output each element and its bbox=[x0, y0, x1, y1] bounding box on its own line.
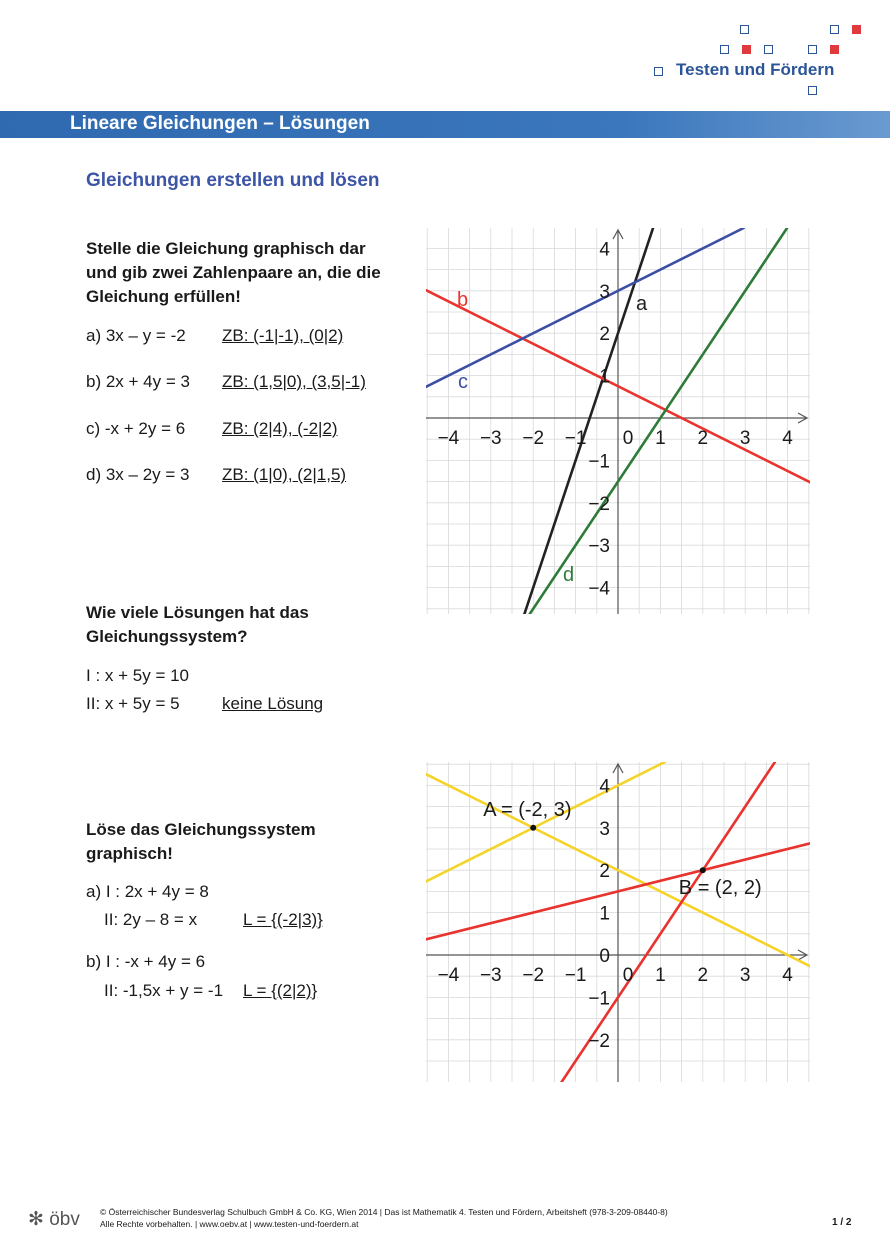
logo-square bbox=[764, 45, 773, 54]
series-line bbox=[530, 228, 787, 614]
task3-b-equation-1: b) I : -x + 4y = 6 bbox=[86, 952, 206, 971]
x-tick-label: 2 bbox=[697, 428, 709, 449]
task1-prompt-line: Stelle die Gleichung graphisch dar bbox=[86, 239, 366, 258]
x-tick-label: 1 bbox=[655, 965, 666, 986]
logo-square bbox=[830, 25, 839, 34]
y-tick-label: 1 bbox=[599, 366, 610, 388]
page-title: Lineare Gleichungen – Lösungen bbox=[70, 113, 370, 134]
intersection-point bbox=[530, 825, 536, 831]
task2-equation-1: I : x + 5y = 10 bbox=[86, 666, 190, 685]
x-tick-label: −3 bbox=[479, 965, 502, 986]
x-tick-label: −4 bbox=[437, 965, 460, 986]
task1-equation-b: b) 2x + 4y = 3 bbox=[86, 372, 190, 391]
task1-answer-c: ZB: (2|4), (-2|2) bbox=[222, 419, 338, 438]
logo-square bbox=[808, 86, 817, 95]
publisher-brand: öbv bbox=[49, 1209, 80, 1230]
task2-prompt bbox=[86, 601, 416, 649]
y-tick-label: −4 bbox=[588, 578, 610, 600]
logo-square bbox=[742, 45, 751, 54]
series-label: d bbox=[563, 564, 575, 586]
x-tick-label: 2 bbox=[697, 965, 709, 986]
y-tick-label: −2 bbox=[588, 493, 610, 515]
chart-equation-systems bbox=[426, 762, 810, 1082]
section-title: Gleichungen erstellen und lösen bbox=[86, 170, 380, 191]
y-tick-label: −1 bbox=[588, 451, 610, 473]
x-tick-label: 4 bbox=[782, 428, 793, 449]
task3-a-equation-2: II: 2y – 8 = x bbox=[104, 910, 198, 929]
footer-text bbox=[100, 1206, 668, 1230]
logo-square bbox=[852, 25, 861, 34]
task2-prompt-line: Wie viele Lösungen hat das bbox=[86, 603, 309, 622]
x-tick-label: 3 bbox=[739, 965, 751, 986]
x-tick-label: −2 bbox=[522, 965, 545, 986]
series-label: c bbox=[458, 371, 468, 393]
x-tick-label: 4 bbox=[782, 965, 793, 986]
x-tick-label: −3 bbox=[479, 428, 502, 449]
y-tick-label: 4 bbox=[599, 776, 610, 798]
task3-prompt-line: Löse das Gleichungssystem bbox=[86, 820, 316, 839]
task1-prompt-line: und gib zwei Zahlenpaare an, die die bbox=[86, 263, 381, 282]
publisher-star-icon: ✻ bbox=[28, 1209, 44, 1230]
task3-b-answer: L = {(2|2)} bbox=[243, 981, 318, 1000]
x-tick-label: −2 bbox=[522, 428, 545, 449]
intersection-point bbox=[700, 867, 706, 873]
page-number: 1 / 2 bbox=[832, 1217, 852, 1228]
task3-b-equation-2: II: -1,5x + y = -1 bbox=[104, 981, 224, 1000]
task1-prompt-line: Gleichung erfüllen! bbox=[86, 287, 241, 306]
footer-copyright: © Österreichischer Bundesverlag Schulbuch GmbH & Co. KG, Wien 2014 | Das ist Mathematik 4. Testen und Fördern, Arbeitsheft (978-3-209-08440-8) bbox=[100, 1207, 668, 1217]
footer-links: Alle Rechte vorbehalten. | www.oebv.at | www.testen-und-foerdern.at bbox=[100, 1219, 359, 1229]
task3-a-answer: L = {(-2|3)} bbox=[243, 910, 323, 929]
task1-answer-b: ZB: (1,5|0), (3,5|-1) bbox=[222, 372, 366, 391]
y-tick-label: 2 bbox=[599, 861, 610, 883]
y-tick-label: −3 bbox=[588, 536, 610, 558]
y-tick-label: −1 bbox=[588, 988, 610, 1010]
x-tick-label: 0 bbox=[622, 965, 634, 986]
task1-equation-a: a) 3x – y = -2 bbox=[86, 326, 186, 345]
task1-prompt bbox=[86, 237, 416, 309]
y-tick-label: 0 bbox=[599, 946, 610, 967]
task1-answer-d: ZB: (1|0), (2|1,5) bbox=[222, 465, 347, 484]
task1-equation-d: d) 3x – 2y = 3 bbox=[86, 465, 190, 484]
logo-square bbox=[720, 45, 729, 54]
y-tick-label: 2 bbox=[599, 324, 610, 346]
y-tick-label: 3 bbox=[599, 818, 610, 840]
task3-a-equation-1: a) I : 2x + 4y = 8 bbox=[86, 882, 209, 901]
y-tick-label: 1 bbox=[599, 903, 610, 925]
task3-prompt-line: graphisch! bbox=[86, 844, 173, 863]
task2-answer: keine Lösung bbox=[222, 694, 324, 713]
chart-linear-functions bbox=[426, 228, 810, 614]
series-line bbox=[426, 762, 665, 881]
task1-answer-a: ZB: (-1|-1), (0|2) bbox=[222, 326, 344, 345]
task2-equation-2: II: x + 5y = 5 bbox=[86, 694, 180, 713]
series-label: a bbox=[636, 293, 648, 315]
x-tick-label: 1 bbox=[655, 428, 666, 449]
x-tick-label: −4 bbox=[437, 428, 460, 449]
logo-square bbox=[830, 45, 839, 54]
x-tick-label: −1 bbox=[564, 965, 587, 986]
point-label: A = (-2, 3) bbox=[483, 798, 572, 821]
task2-prompt-line: Gleichungssystem? bbox=[86, 627, 248, 646]
logo-square bbox=[740, 25, 749, 34]
x-tick-label: 0 bbox=[622, 428, 634, 449]
task1-equation-c: c) -x + 2y = 6 bbox=[86, 419, 186, 438]
series-label: b bbox=[457, 289, 469, 311]
x-tick-label: 3 bbox=[739, 428, 751, 449]
x-tick-label: −1 bbox=[564, 428, 587, 449]
point-label: B = (2, 2) bbox=[678, 877, 762, 900]
y-tick-label: 4 bbox=[599, 239, 610, 261]
y-tick-label: −2 bbox=[588, 1030, 610, 1052]
y-tick-label: 3 bbox=[599, 281, 610, 303]
logo-square bbox=[808, 45, 817, 54]
logo-square bbox=[654, 67, 663, 76]
publisher-logo bbox=[28, 1208, 80, 1231]
task3-prompt bbox=[86, 818, 416, 866]
logo-text: Testen und Fördern bbox=[676, 60, 835, 79]
